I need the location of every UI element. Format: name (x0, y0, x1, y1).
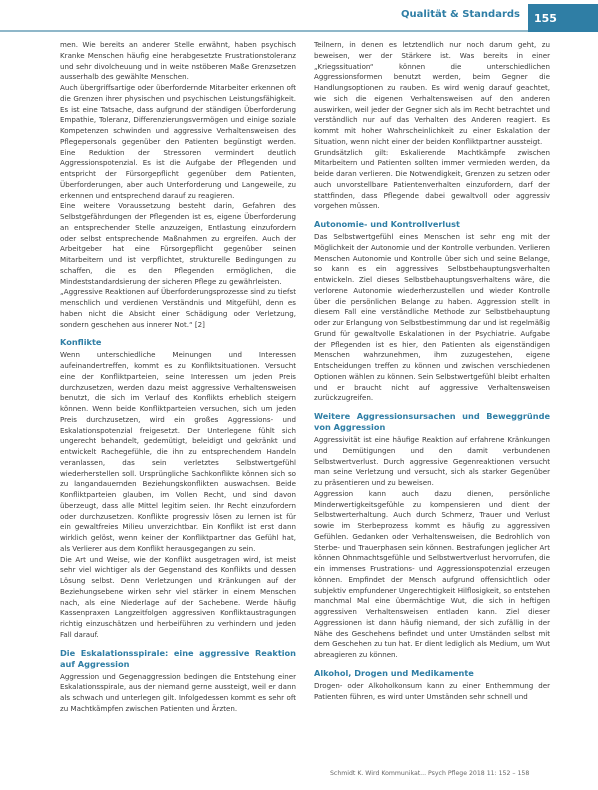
paragraph: Auch übergriffsartige oder überfordernde Mitarbeiter erkennen oft die Grenzen ihrer physischen und psychischen Leistungsfähigkeit. Es ist eine Tatsache, dass aufgrund der ständigen Überforderung Empathie, Toleranz, Differenzierungsvermögen und einige soziale Kompetenzen schwinden und aggressive Verhaltensweisen des Pflegepersonals gegenüber den Patienten begünstigt werden. Eine Reduktion der Stressoren vermindert deutlich Aggressionspotenzial. Es ist die Aufgabe der Pflegenden und entspricht der Fürsorgepflicht gegenüber dem Patienten, Überforderungen, aber auch Unterforderung und Langeweile, zu erkennen und entsprechend darauf zu reagieren. (60, 83, 296, 200)
page-header (0, 0, 598, 34)
heading-eskalation: Die Eskalationsspirale: eine aggressive Reaktion auf Aggression (60, 647, 296, 669)
section-title: Qualität & Standards (400, 9, 520, 20)
page-number: 155 (528, 4, 598, 32)
page-footer: Schmidt K. Wird Kommunikat... Psych Pflege 2018 11: 152 – 158 (330, 770, 530, 777)
heading-alkohol: Alkohol, Drogen und Medikamente (314, 667, 474, 678)
heading-weitere: Weitere Aggressionsursachen und Beweggründe von Aggression (314, 411, 550, 432)
paragraph: men. Wie bereits an anderer Stelle erwähnt, haben psychisch Kranke Menschen häufig eine herabgesetzte Frustrationstoleranz und sehr divolcheuung und in weite nstöberen Maße Grenzsetzen ausserhalb des gewählte Menschen. (60, 40, 296, 82)
paragraph: Grundsätzlich gilt: Eskalierende Machtkämpfe zwischen Mitarbeitern und Patienten sollten immer vermieden werden, da beide daran verlieren. Die Notwendigkeit, Grenzen zu setzen oder auch unvorstellbare Patientenverhalten einzufordern, darf der stattfinden, dass Pflegende dabei gewaltvoll oder aggressiv vorgehen müssen. (314, 147, 550, 211)
paragraph: Die Art und Weise, wie der Konflikt ausgetragen wird, ist meist sehr viel wichtiger als der Gegenstand des Konflikts und dessen Lösung selbst. Denn Verletzungen und Kränkungen auf der Beziehungsebene wirken sehr viel stärker in einem Menschen nach, als eine Niederlage auf der Sachebene. Werde häufig Kassenpraxen Langzeitfolgen aggressiven Konfliktaustragungen richtig einzuschätzen und herbeiführen zu verhindern und jeden Fall darauf. (60, 554, 296, 639)
quote: „Aggressive Reaktionen auf Überforderungsprozesse sind zu tiefst menschlich und verdienen Verständnis und Mitgefühl, denn es haben nicht die Absicht einer Schädigung oder Verletzung, sondern geschehen aus innerer Not.“ [2] (60, 287, 296, 329)
paragraph: Wenn unterschiedliche Meinungen und Interessen aufeinandertreffen, kommt es zu Konfliktsituationen. Versucht eine der Konfliktparteien, seine Interessen um jeden Preis durchzusetzen, werden dazu meist aggressive Verhaltensweisen benutzt, die sich im Verlauf des Konflikts erheblich steigern können. Wenn beide Konfliktparteien versuchen, sich um jeden Preis durchzusetzen, wird ein großes Aggressions- und Eskalationspotenzial freigesetzt. Der Unterlegene fühlt sich ungerecht behandelt, gedemütigt, beleidigt und gekränkt und entwickelt Rachegefühle, die ihn zu entsprechendem Handeln veranlassen, das sein verletztes Selbstwertgefühl wiederherstellen soll. Ursprüngliche Sachkonflikte können sich so zu langandauernden Beziehungskonflikten auswachsen. Beide Konfliktparteien glauben, im Vollen Recht, und sind davon überzeugt, dass alle Mittel legitim seien. Ihr Recht einzufordern oder durchzusetzen. Konflikte progressiv lösen zu lernen ist für ein gewaltfreies Milieu unverzichtbar. Ein Konflikt ist erst dann wirklich gelöst, wenn keiner der Konfliktpartner das Gefühl hat, als Verlierer aus dem Konflikt herausgegangen zu sein. (60, 350, 296, 553)
paragraph: Drogen- oder Alkoholkonsum kann zu einer Enthemmung der Patienten führen, es wird unter Umständen sehr schnell und (314, 680, 550, 701)
paragraph: Teilnern, in denen es letztendlich nur noch darum geht, zu beweisen, wer der Stärkere ist. Was bereits in einer „Kriegssituation“ können die unterschiedlichen Aggressionsformen benutzt werden, beim Gegner die Handlungsoptionen zu rauben. Es wird wenig darauf geachtet, wie sich die eigenen Verhaltensweisen auf den anderen auswirken, weil jeder der Gegner sich als im Recht betrachtet und verständlich nur auf das Verhalten des Anderen reagiert. Es kommt mit hoher Wahrscheinlichkeit zu einer Eskalation der Situation, wenn nicht einer der beiden Konfliktpartner aussteigt. (314, 40, 550, 146)
heading-konflikte: Konflikte (60, 337, 102, 348)
right-column (314, 40, 550, 702)
paragraph: Aggression kann auch dazu dienen, persönliche Minderwertigkeitsgefühle zu kompensieren und dient der Selbstwerterhaltung. Auch durch Schmerz, Trauer und Verlust sowie im Sterbeprozess kommt es häufig zu aggressiven Gefühlen. Gedanken oder Verhaltensweisen, die Bedrohlich von Sterbe- und Trauerphasen sein können. Bestrafungen jeglicher Art können Ohnmachtsgefühle und Selbstwertverlust hervorrufen, die ein immenses Frustrations- und Aggressionspotenzial erzeugen können. Empfindet der Mensch aufgrund offensichtlich oder subjektiv empfundener Ungerechtigkeit Hilflosigkeit, so entstehen manchmal Mal eine übermächtige Wut, die sich in heftigen aggressiven Verhaltensweisen entladen kann. Ziel dieser Aggressionen ist dann häufig niemand, der sich zufällig in der Nähe des Geschehens befindet und unter Umständen selbst mit dem Geschehen zu tun hat. Er dient lediglich als Medium, um Wut abreagieren zu können. (314, 488, 550, 659)
paragraph: Aggressivität ist eine häufige Reaktion auf erfahrene Kränkungen und Demütigungen und den damit verbundenen Selbstwertverlust. Durch aggressive Gegenreaktionen versucht man seine Verletzung und versucht, sich als starker Gegenüber zu präsentieren und zu beweisen. (314, 435, 550, 487)
paragraph: Das Selbstwertgefühl eines Menschen ist sehr eng mit der Möglichkeit der Autonomie und der Kontrolle verbunden. Verlieren Menschen Autonomie und Kontrolle über sich und seine Belange, so kann es ein aggressives Selbstbehauptungsverhalten entwickeln. Ziel dieses Selbstbehauptungsverhaltens wäre, die verlorene Autonomie wiederherzustellen und wieder Kontrolle über die persönlichen Belange zu haben. Aggression stellt in diesem Fall eine verständliche Methode zur Selbstbehauptung oder zur Erlangung von Selbstbestimmung dar und ist regelmäßig Grund für gewaltvolle Eskalationen in der Psychiatrie. Aufgabe der Pflegenden ist es hier, den Patienten als eigenständigen Menschen wahrzunehmen, ihm zuzugestehen, eigene Entscheidungen treffen zu können und zwischen verschiedenen Optionen wählen zu können. Sein Selbstwertgefühl bleibt erhalten und er braucht nicht auf aggressive Verhaltensweisen zurückzugreifen. (314, 232, 550, 403)
paragraph: Aggression und Gegenaggression bedingen die Entstehung einer Eskalationsspirale, aus der niemand gerne aussteigt, weil er dann als schwach und unterlegen gilt. Infolgedessen kommt es sehr oft zu Machtkämpfen zwischen Patienten und Ärzten. (60, 671, 296, 713)
header-rule (0, 30, 528, 32)
paragraph: Eine weitere Voraussetzung besteht darin, Gefahren des Selbstgefährdungen der Pflegenden ist es, eigene Überforderung an entsprechender Stelle anzuzeigen, Entlastung einzufordern oder selbst entsprechende Maßnahmen zu ergreifen. Auch der Arbeitgeber hat eine Fürsorgepflicht gegenüber seinen Mitarbeitern und ist verpflichtet, strukturelle Bedingungen zu schaffen, die es den Pflegenden ermöglichen, die Mindeststandardsierung der sicheren Pflege zu gewährleisten. (60, 201, 296, 286)
heading-autonomie: Autonomie- und Kontrollverlust (314, 219, 460, 229)
left-column (60, 40, 296, 715)
